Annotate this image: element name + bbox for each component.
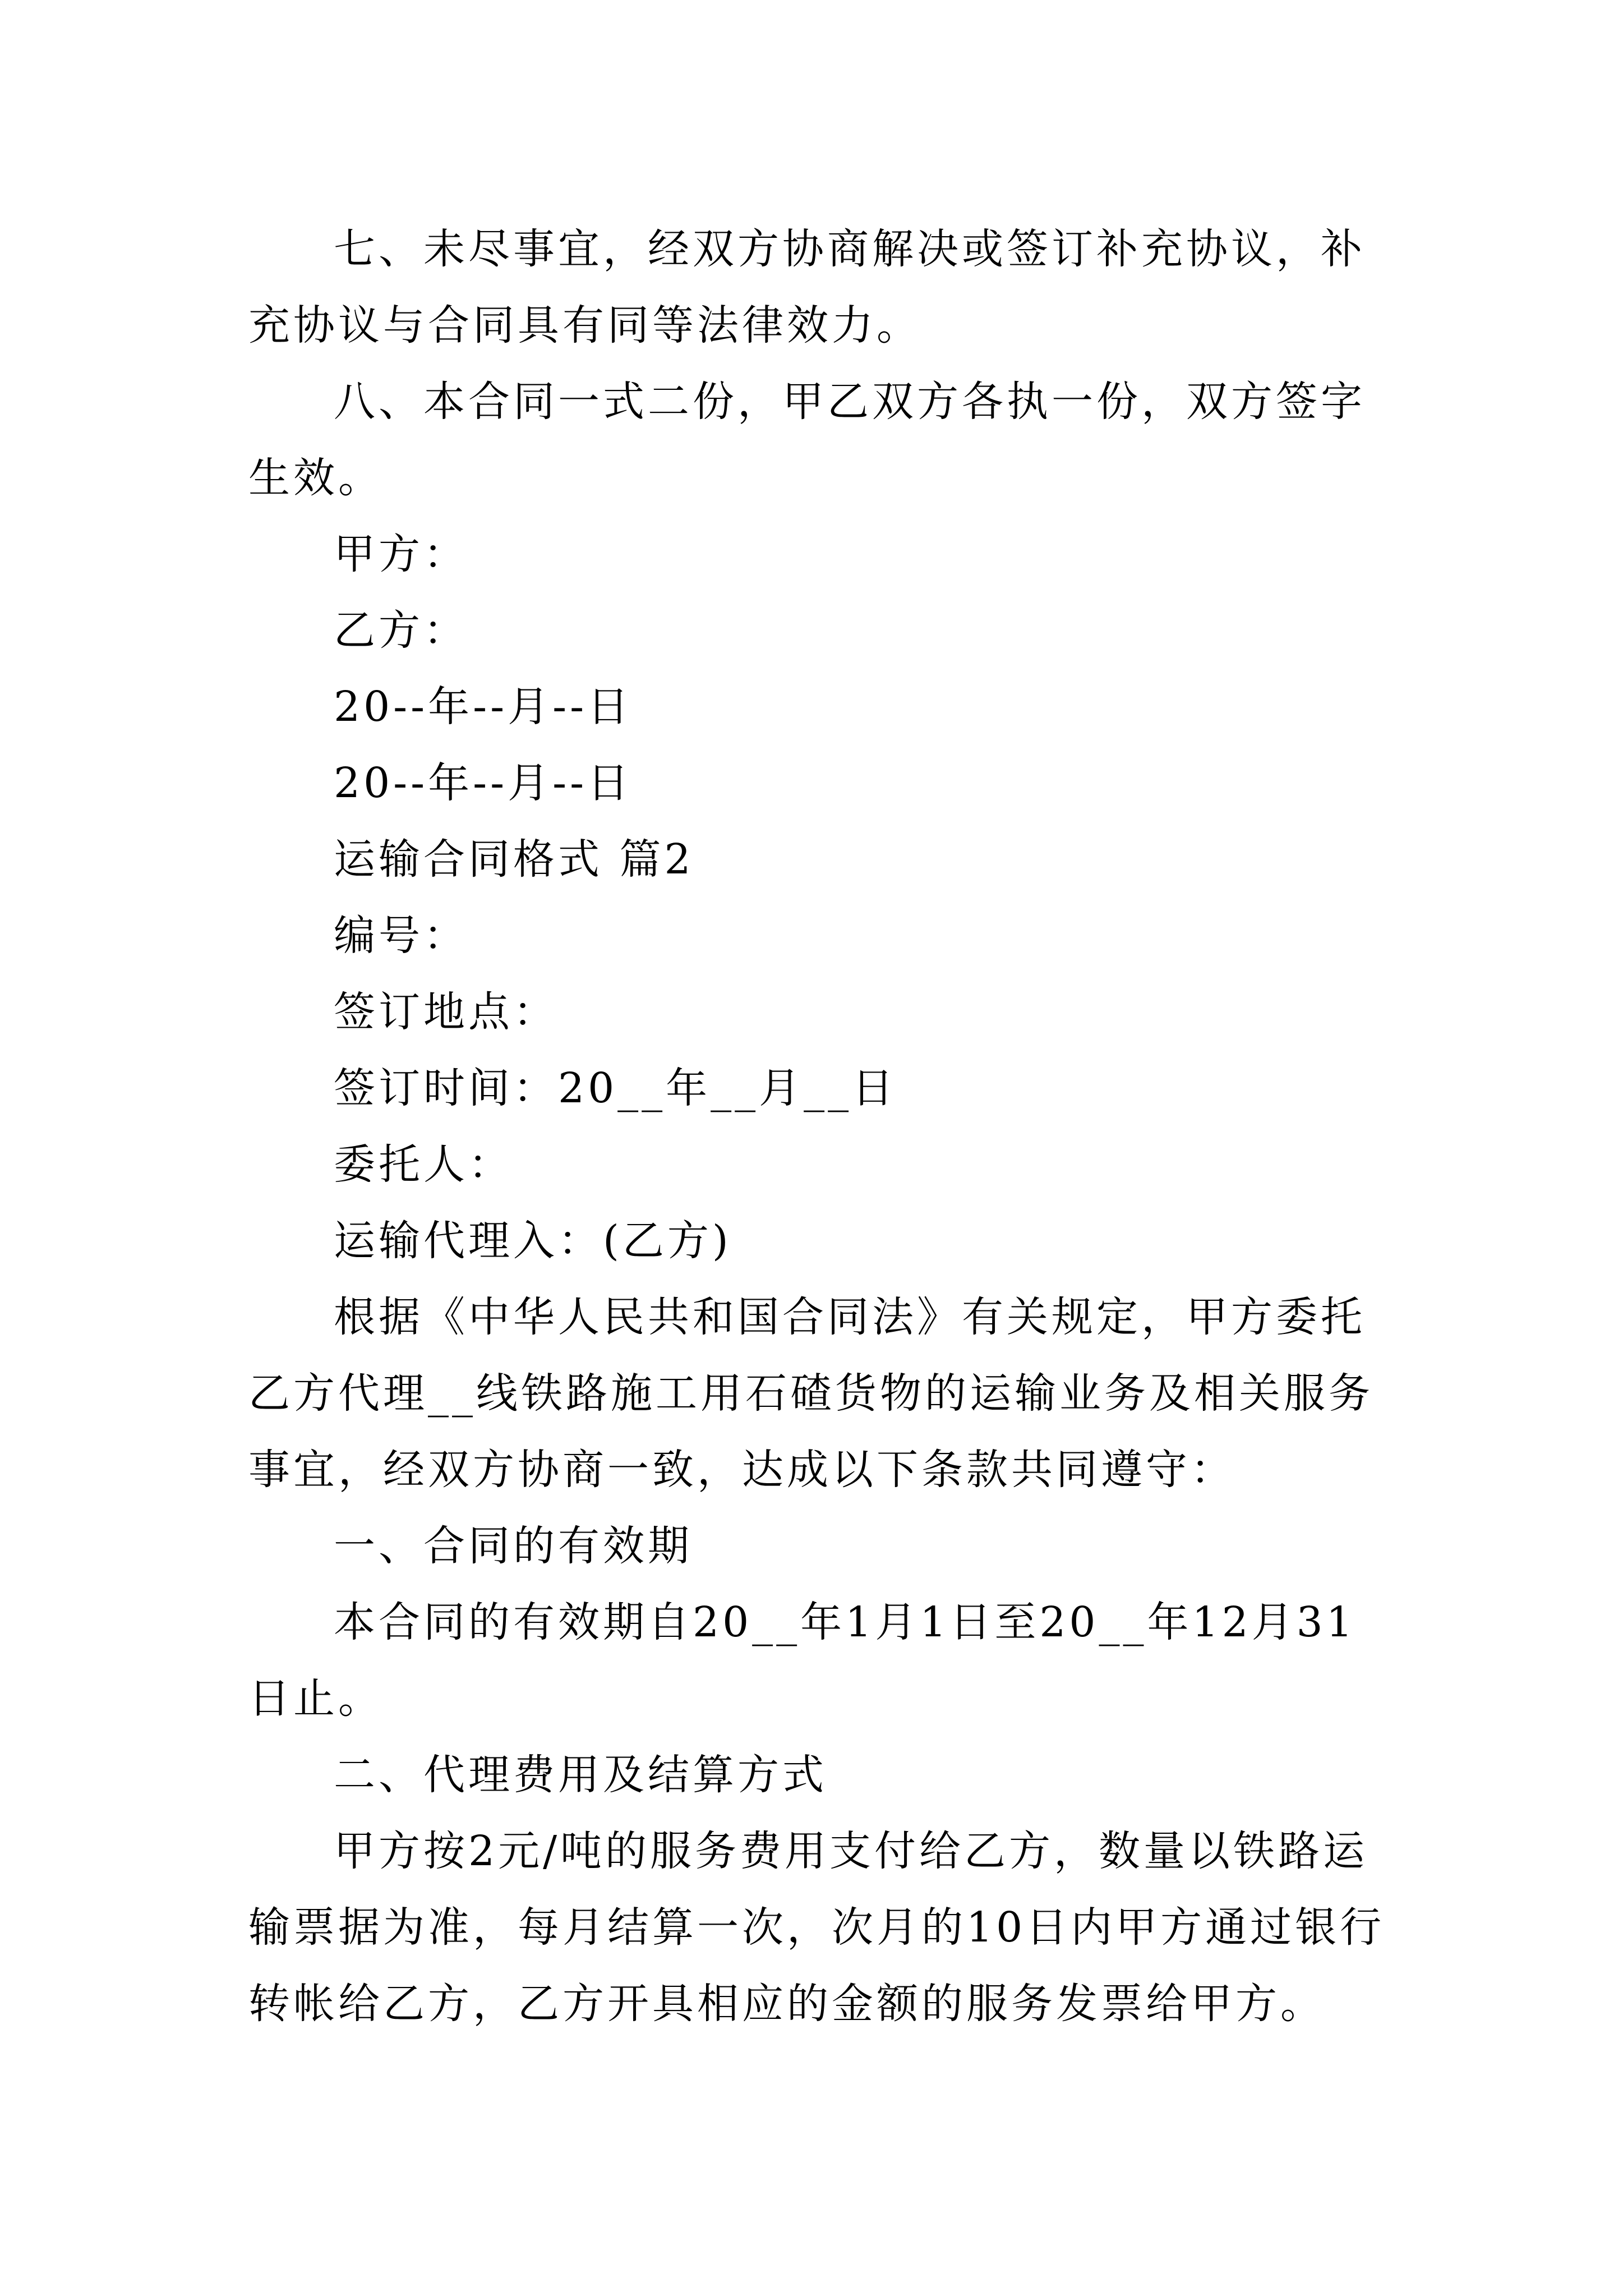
party-a-label: 甲方： [334, 530, 468, 578]
validity-period-paragraph: 本合同的有效期自20__年1月1日至20__年12月31日止。 [248, 1598, 1356, 1723]
preamble-paragraph: 根据《中华人民共和国合同法》有关规定，甲方委托乙方代理__线铁路施工用石碴货物的运输业务及相关服务事宜，经双方协商一致，达成以下条款共同遵守： [248, 1293, 1373, 1494]
date-line-2: 20--年--月--日 [334, 759, 633, 807]
signing-time-label: 签订时间：20__年__月__日 [334, 1064, 897, 1112]
party-b-label: 乙方： [334, 606, 468, 655]
principal-label: 委托人： [334, 1140, 513, 1189]
contract-number-label: 编号： [334, 912, 468, 960]
heading-fees-settlement: 二、代理费用及结算方式 [334, 1751, 827, 1799]
clause-seven-paragraph: 七、未尽事宜，经双方协商解决或签订补充协议，补充协议与合同具有同等法律效力。 [248, 225, 1366, 349]
fees-settlement-paragraph: 甲方按2元/吨的服务费用支付给乙方，数量以铁路运输票据为准，每月结算一次，次月的10日内甲方通过银行转帐给乙方，乙方开具相应的金额的服务发票给甲方。 [248, 1827, 1385, 2028]
section-title: 运输合同格式 篇2 [334, 835, 694, 884]
transport-agent-label: 运输代理入：(乙方) [334, 1217, 732, 1265]
clause-eight-paragraph: 八、本合同一式二份，甲乙双方各执一份，双方签字生效。 [248, 378, 1366, 502]
date-line-1: 20--年--月--日 [334, 683, 633, 731]
document-body [248, 211, 1387, 2042]
heading-validity-period: 一、合同的有效期 [334, 1522, 693, 1570]
signing-location-label: 签订地点： [334, 988, 558, 1036]
